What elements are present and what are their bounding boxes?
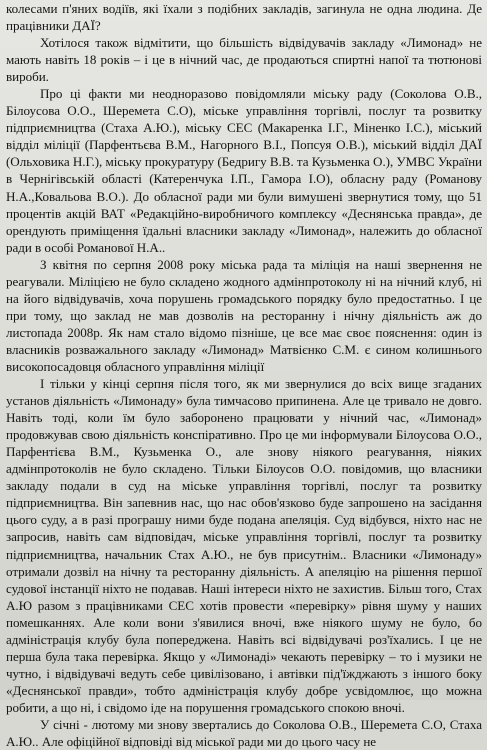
paragraph-3: Про ці факти ми неодноразово повідомляли міську раду (Соколова О.В., Білоусова О.О., Шеремета С.О), міське управління торгівлі, послуг та розвитку підприємництва (Стаха А.Ю.), міську СЕС (Макаренка І.Г., Міненко І.С.), міський відділ міліції (Парфентьєва В.М., Нагорного В.І., Попсуя О.В.), міський відділ ДАЇ (Ольховика Н.Г.), міську прокуратуру (Бедригу В.В. та Кузьменка О.), УМВС України в Чернігівській області (Катеренчука І.П., Гамора І.О), обласну раду (Романову Н.А.,Ковальова В.О.). До обласної ради ми були вимушені звернутися тому, що 51 процентів акцій ВАТ «Редакційно-виробничого комплексу «Деснянська правда», де орендують приміщення їдальні власники закладу «Лимонад», належить до обласної ради в особі Романової Н.А.. xyxy=(6,86,482,255)
paragraph-1: колесами п'яних водіїв, які їхали з подібних закладів, загинула не одна людина. Де працівники ДАЇ? xyxy=(6,1,482,34)
document-body xyxy=(6,0,482,750)
paragraph-5: І тільки у кінці серпня після того, як ми звернулися до всіх вище згаданих установ діяльність «Лимонаду» була тимчасово припинена. Але це тривало не довго. Навіть тоді, коли їм було заборонено працювати у нічний час, «Лимонад» продовжував свою діяльність конспіративно. Про це ми інформували Білоусова О.О., Парфентієва В.М., Кузьменка О., але знову ніякого реагування, ніяких адмінпротоколів не було складено. Тільки Білоусов О.О. повідомив, що власники закладу подали в суд на міське управління торгівлі, послуг та розвитку підприємництва. Він запевнив нас, що нас обов'язково буде запрошено на засідання цього суду, а в разі програшу ними буде подана апеляція. Суд відбувся, ніхто нас не запросив, навіть сам відповідач, міське управління торгівлі, послуг та розвитку підприємництва, начальник Стах А.Ю., не був присутнім.. Власники «Лимонаду» отримали дозвіл на нічну та ресторанну діяльність. А апеляцію на рішення першої судової інстанції ніхто не подавав. Наші інтереси ніхто не захистив. Більш того, Стах А.Ю разом з працівниками СЕС хотів провести «перевірку» рівня шуму у наших помешканнях. Але коли вони з'явилися вночі, вже ніякого шуму не було, бо адміністрація клубу була попереджена. Навіть всі відвідувачі роз'їхались. І це не перша була така перевірка. Якщо у «Лимонаді» чекають перевірку – то і музики не чутно, і відвідувачі ведуть себе цивілізовано, і автівки під'їжджають з іншого боку «Деснянської правди», тобто адміністрація клубу добре усвідомлює, що можна робити, а що ні, і свідомо іде на порушення громадського спокою вночі. xyxy=(6,376,482,715)
paragraph-2: Хотілося також відмітити, що більшість відвідувачів закладу «Лимонад» не мають навіть 18 років – і це в нічний час, де продаються спиртні напої та тютюнові вироби. xyxy=(6,35,482,85)
paragraph-6: У січні - лютому ми знову звертались до Соколова О.В., Шеремета С.О, Стаха А.Ю.. Але офіційної відповіді від міської ради ми до цього часу не xyxy=(6,716,482,750)
paragraph-4: З квітня по серпня 2008 року міська рада та міліція на наші звернення не реагували. Міліцією не було складено жодного адмінпротоколу ні на нічний клуб, ні на його відвідувачів, хоча порушень громадського порядку було предостатньо. І це при тому, що заклад не мав дозволів на ресторанну і нічну діяльність аж до листопада 2008р. Як нам стало відомо пізніше, це все має своє пояснення: один із власників розважального закладу «Лимонад» Матвієнко С.М. є сином колишнього високопосадовця обласного управління міліції xyxy=(6,256,482,374)
